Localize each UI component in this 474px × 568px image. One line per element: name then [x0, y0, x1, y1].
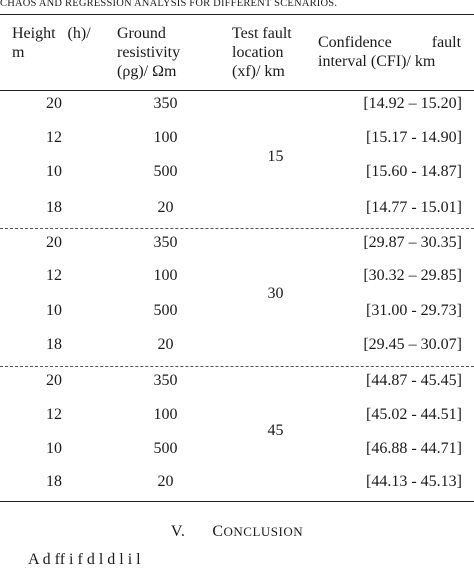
- cell-height: 12: [46, 129, 62, 146]
- header-height-line-1: Height (h)/: [12, 25, 91, 42]
- header-resistivity: [117, 24, 217, 81]
- cell-resistivity: 350: [153, 234, 178, 251]
- cell-cfi: [30.32 – 29.85]: [363, 267, 462, 284]
- cell-resistivity: 20: [157, 336, 174, 353]
- bottom-rule: [0, 501, 474, 502]
- cell-resistivity: 500: [153, 440, 178, 457]
- cell-height: 20: [46, 372, 62, 389]
- cell-cfi: [31.00 - 29.73]: [366, 302, 462, 319]
- cropped-paragraph-text: A d ff i f d l d l i l: [28, 551, 141, 568]
- header-rule: [0, 90, 474, 91]
- cell-cfi: [29.87 – 30.35]: [363, 234, 462, 251]
- cell-cfi: [44.87 - 45.45]: [366, 372, 462, 389]
- header-resistivity-line-3: (ρg)/ Ωm: [117, 63, 177, 80]
- cell-resistivity: 100: [153, 129, 178, 146]
- header-location-line-1: Test fault: [232, 25, 292, 42]
- cell-resistivity: 100: [153, 406, 178, 423]
- cell-cfi: [15.60 - 14.87]: [366, 163, 462, 180]
- cell-resistivity: 100: [153, 267, 178, 284]
- header-cfi-line-2: interval (CFI)/ km: [318, 53, 436, 70]
- cell-cfi: [29.45 – 30.07]: [363, 336, 462, 353]
- cell-resistivity: 350: [153, 95, 178, 112]
- cell-location: 45: [267, 422, 284, 439]
- cell-location: 15: [267, 148, 284, 165]
- cell-height: 10: [46, 302, 62, 319]
- cell-cfi: [14.77 - 15.01]: [366, 199, 462, 216]
- header-height-line-2: m: [12, 44, 25, 61]
- group-divider: [0, 228, 474, 229]
- cell-height: 10: [46, 163, 62, 180]
- cell-height: 10: [46, 440, 62, 457]
- header-location-line-2: location: [232, 44, 284, 61]
- cell-height: 18: [46, 199, 62, 216]
- cell-height: 18: [46, 336, 62, 353]
- cell-cfi: [45.02 - 44.51]: [366, 406, 462, 423]
- cell-height: 12: [46, 267, 62, 284]
- cell-cfi: [14.92 – 15.20]: [363, 95, 462, 112]
- cell-cfi: [15.17 - 14.90]: [366, 129, 462, 146]
- cell-height: 20: [46, 95, 62, 112]
- group-divider: [0, 366, 474, 367]
- section-title-initial: C: [212, 523, 224, 540]
- cell-cfi: [44.13 - 45.13]: [366, 473, 462, 490]
- header-location: [232, 24, 322, 81]
- section-title-rest: ONCLUSION: [223, 524, 304, 539]
- cell-resistivity: 20: [157, 199, 174, 216]
- header-height: [12, 24, 104, 62]
- cell-height: 18: [46, 473, 62, 490]
- section-heading: [0, 523, 474, 541]
- header-location-line-3: (xf)/ km: [232, 63, 285, 80]
- cell-resistivity: 500: [153, 163, 178, 180]
- header-cfi-line-1: Confidence fault: [318, 34, 462, 51]
- cropped-paragraph: [0, 549, 474, 568]
- cell-cfi: [46.88 - 44.71]: [366, 440, 462, 457]
- header-resistivity-line-1: Ground: [117, 25, 166, 42]
- header-resistivity-line-2: resistivity: [117, 44, 181, 61]
- section-number: V.: [170, 523, 186, 540]
- cell-resistivity: 500: [153, 302, 178, 319]
- cell-height: 12: [46, 406, 62, 423]
- cell-resistivity: 20: [157, 473, 174, 490]
- header-cfi: [318, 33, 468, 71]
- table-caption: CHAOS AND REGRESSION ANALYSIS FOR DIFFERENT SCENARIOS.: [0, 0, 338, 9]
- cell-height: 20: [46, 234, 62, 251]
- cell-resistivity: 350: [153, 372, 178, 389]
- cell-location: 30: [267, 285, 284, 302]
- top-rule: [0, 14, 474, 15]
